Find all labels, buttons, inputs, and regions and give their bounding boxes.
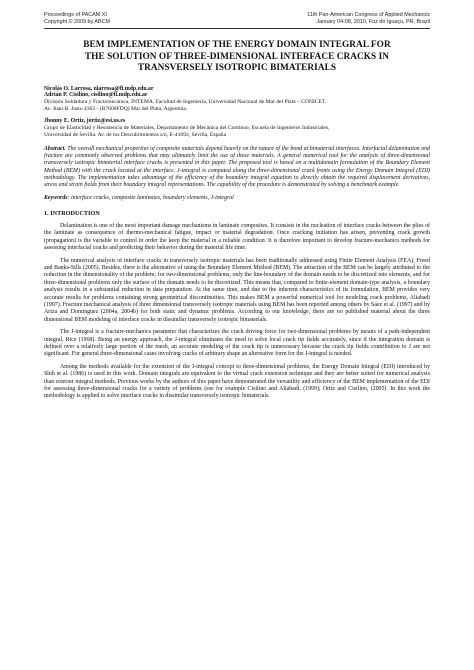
keywords [44, 195, 430, 202]
running-header [44, 12, 430, 26]
abstract-text: The overall mechanical properties of composite materials depend heavily on the nature of the bond at bimaterial interfaces. Interfacial delamination and fracture are commonly observed problems that may ultimately limit the use of these materials. A general numerical tool for the analysis of three-dimensional transversely isotropic bimaterial interface cracks is presented in this paper. The proposed tool is based on a multidomain formulation of the Boundary Element Method (BEM) with the crack located at the interface. J-integral is computed along the three-dimensional crack fronts using the Energy Domain Integral (EDI) methodology. The implementation takes advantage of the efficiency of the boundary integral equation to directly obtain the required displacement derivatives, stress and strain fields from their boundary integral representations. The capability of the procedure is demonstrated by solving a benchmark example. [44, 145, 430, 189]
header-rule [44, 28, 430, 29]
paper-title [44, 40, 430, 75]
section-body [44, 223, 430, 401]
author-affiliation: División Soldadura y Fractomecánica, INTEMA. Facultad de Ingeniería, Universidad Nacional de Mar del Plata – CONICET. [44, 99, 327, 106]
keywords-text: : interface cracks, composite laminates, boundary elements, J-integral [67, 194, 234, 201]
title-line: TRANSVERSELY ISOTROPIC BIMATERIALS [137, 63, 337, 73]
date-location-line: January 04-08, 2010, Foz do Iguaçu, PR, Brazil [316, 19, 430, 25]
author-list [44, 86, 430, 139]
author-address: Av. Juan B. Justo 4302 - (B7608FDQ) Mar del Plata, Argentina. [44, 106, 188, 113]
abstract-label: Abstract. [44, 145, 66, 152]
body-paragraph: Among the methods available for the extension of the J-integral concept to three-dimensional problems, the Energy Domain Integral (EDI) introduced by Shih et al. (1986) is used in this work. Domain integrals are equivalent to the virtual crack extension technique and they are better suited for numerical analysis than contour integral methods. Previous works by the authors of this paper have demonstrated the versatility and efficiency of the BEM implementation of the EDI for assessing three-dimensional cracks for a variety of problems (see for example Cisilino and Aliabadi, (1999); Ortiz and Cisilino, (2005). In this work the methodology is applied to solve interface cracks in dissimilar transversely isotropic bimaterials. [44, 363, 430, 400]
author-name: Adrián P. Cisilino, cisilino@fi.mdp.edu.ar [44, 92, 148, 99]
running-header-left [44, 12, 110, 26]
author-affiliation: Grupo de Elasticidad y Resistencia de Materiales, Departamento de Mecánica del Continuo, Escuela de Ingenieros Industriales, [44, 125, 330, 132]
title-line: BEM IMPLEMENTATION OF THE ENERGY DOMAIN INTEGRAL FOR [83, 40, 391, 50]
proceedings-line: Proceedings of PACAM XI [44, 12, 107, 18]
author-name: Nicolás O. Larrosa, nlarrosa@fi.mdp.edu.ar [44, 85, 154, 92]
author-group-2 [44, 118, 430, 139]
copyright-line: Copyright © 2009 by ABCM [44, 19, 110, 25]
author-group-1 [44, 86, 430, 114]
body-paragraph: The numerical analysis of interface cracks in transversely isotropic materials has been traditionally addressed using Finite Element Analysis (FEA), Freed and Banks-Sills (2005). Besides, there is the alternative of using the Boundary Element Method (BEM). The attraction of the BEM can be largely attributed to the reduction in the dimensionality of the problem; for two-dimensional problems, only the line-boundary of the domain needs to be discretized into elements, and for three-dimensional problems only the surface of the domain needs to be discretized. This means that, compared to finite-element domain-type analysis, a boundary analysis results in a substantial reduction in data preparation. At the same time, and due to the inherent characteristics of its formulation, BEM provides very accurate results for problems containing strong geometrical discontinuities. This makes BEM a powerful numerical tool for modeling crack problems, Aliabadi (1997). Fracture mechanical analysis of three dimensional transversely isotropic materials using BEM has been reported among others by Sáez et al. (1997) and by Ariza and Dominguez (2004a, 2004b) for both static and dynamic problems. According to our knowledge, there are no published material about the three dimensional BEM modeling of interface cracks in dissimilar transversely isotropic bimaterials. [44, 257, 430, 323]
title-line: THE SOLUTION OF THREE-DIMENSIONAL INTERFACE CRACKS IN [84, 51, 390, 62]
body-paragraph: The J-integral is a fracture-mechanics parameter that characterizes the crack driving force for two-dimensional problems by means of a path-independent integral, Rice (1968). Being an energy approach, the J-integral eliminates the need to solve local crack tip fields accurately, since if the integration domain is defined over a relatively large portion of the mesh, an accurate modeling of the crack tip is unnecessary because the crack tip fields contribution to J are not significant. For general three-dimensional cases involving cracks of arbitrary shape an alternative form for the J-integral is needed. [44, 329, 430, 358]
running-header-right [307, 12, 430, 26]
abstract [44, 146, 430, 190]
congress-line: 11th Pan-American Congress of Applied Mechanics [307, 12, 430, 18]
section-heading: 1. INTRODUCTION [44, 209, 100, 217]
body-paragraph: Delamination is one of the most important damage mechanisms in laminate composites. It consists in the nucleation of interface cracks between the plies of the laminate as consequence of thermo-mechanical fatigue, impact or material degradation. Once cracking initiation has arisen, preventing crack growth (propagation) is the variable to control in order the keep the material in a reliable condition. It is therefore important to develop fracture-mechanics methods for assessing interfacial cracks and predicting their behavior during the material life time. [44, 222, 430, 252]
author-name: Jhonny E. Ortiz, jortiz@esi.us.es [44, 118, 126, 125]
author-address: Universidad de Sevilla. Av. de los Descubrimientos s/n, E-41092, Sevilla, España [44, 131, 227, 138]
keywords-label: Keywords [44, 194, 68, 201]
